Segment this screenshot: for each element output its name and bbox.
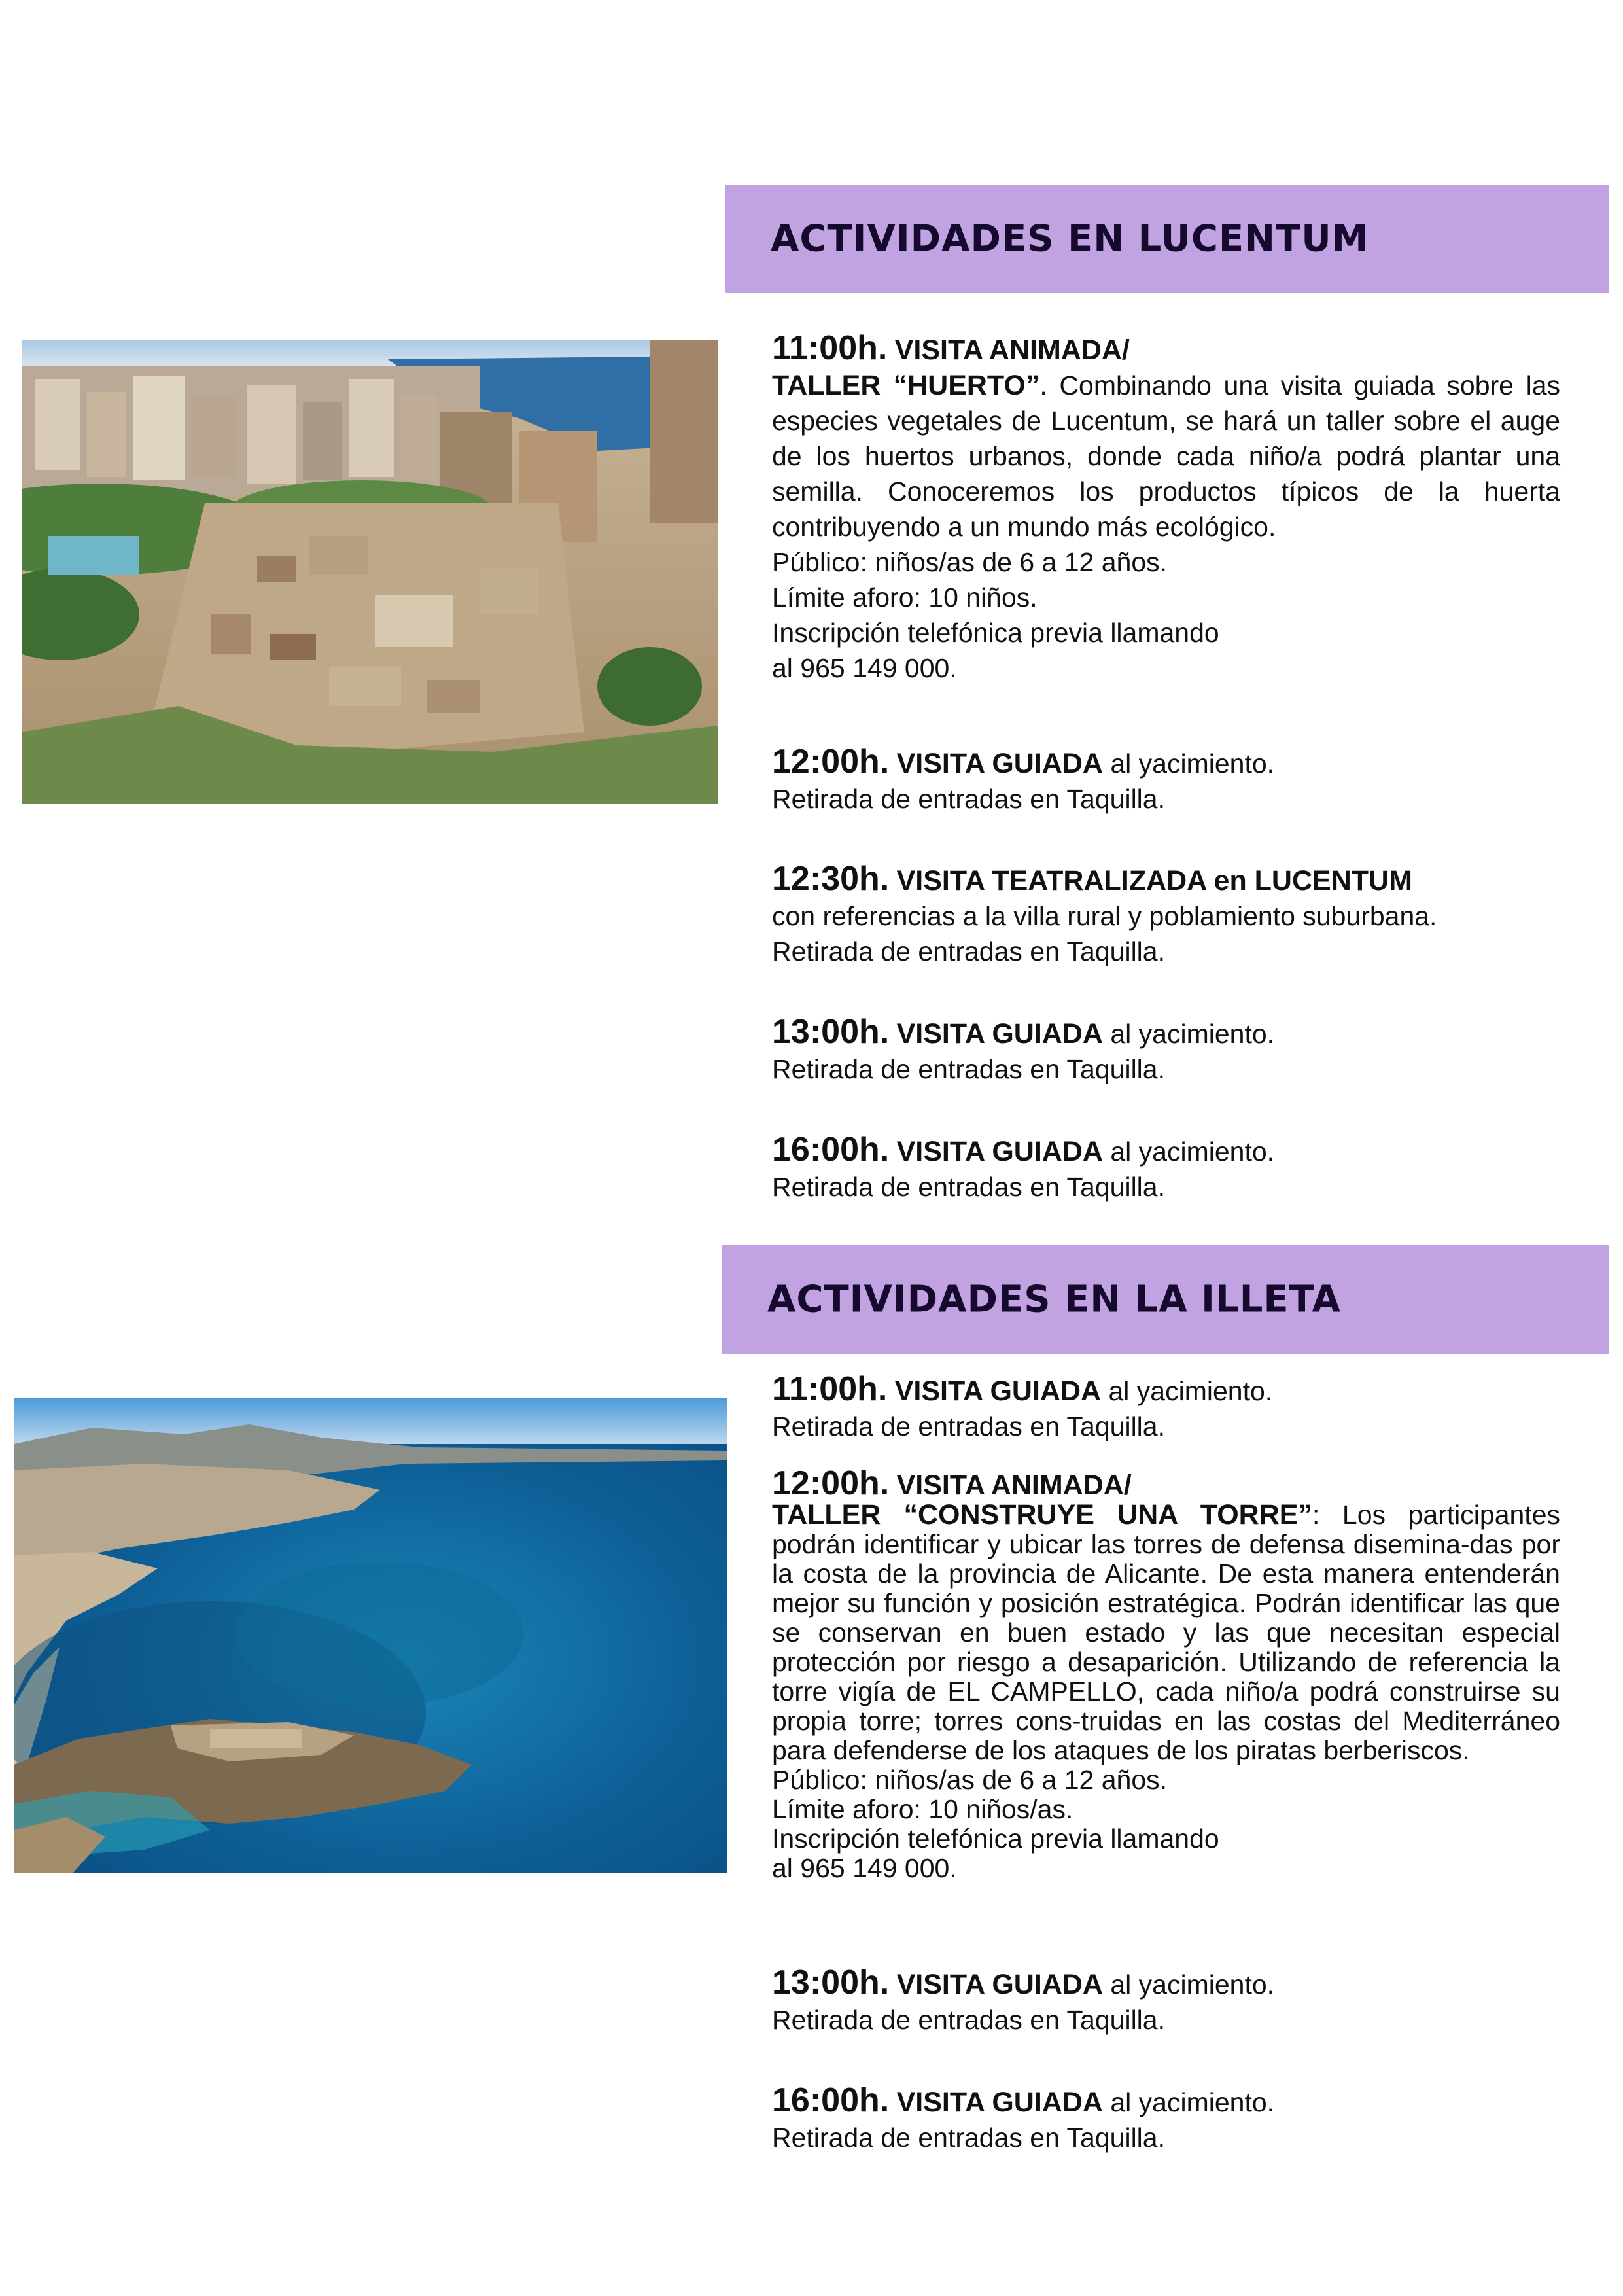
entry-rest: al yacimiento. (1102, 749, 1275, 779)
entry-activity-2: TALLER “CONSTRUYE UNA TORRE” (772, 1499, 1312, 1530)
section-title: ACTIVIDADES EN LUCENTUM (771, 217, 1369, 260)
photo-lucentum-illustration (22, 340, 718, 804)
photo-illeta-illustration (14, 1398, 727, 1873)
schedule-entry (772, 1014, 1560, 1087)
entry-note: Retirada de entradas en Taquilla. (772, 936, 1165, 966)
entry-time: 16:00h. (772, 1131, 890, 1169)
entry-activity: VISITA GUIADA (896, 748, 1103, 779)
entry-time: 12:00h. (772, 743, 890, 781)
entry-activity: VISITA ANIMADA/ (896, 1470, 1132, 1501)
entry-activity: VISITA ANIMADA/ (894, 334, 1130, 366)
entry-activity: VISITA GUIADA (896, 2087, 1103, 2118)
schedule-entry (772, 330, 1560, 686)
schedule-entry (772, 744, 1560, 817)
entry-time: 12:30h. (772, 860, 890, 898)
entry-note: Retirada de entradas en Taquilla. (772, 1172, 1165, 1202)
entry-activity: VISITA GUIADA (894, 1375, 1102, 1407)
entry-activity: VISITA GUIADA (896, 1969, 1103, 2000)
schedule-entry (772, 1371, 1560, 1444)
schedule-entry (772, 1464, 1560, 1883)
entry-note: Retirada de entradas en Taquilla. (772, 784, 1165, 814)
entry-note: Retirada de entradas en Taquilla. (772, 2005, 1165, 2035)
entry-rest: al yacimiento. (1101, 1376, 1273, 1406)
schedule-entry (772, 861, 1560, 969)
entry-time: 12:00h. (772, 1464, 890, 1502)
entry-note: Retirada de entradas en Taquilla. (772, 2123, 1165, 2153)
schedule-entry (772, 1132, 1560, 1205)
section-header-lucentum (725, 185, 1609, 293)
entry-line2: con referencias a la villa rural y poblamiento suburbana. (772, 901, 1437, 931)
entry-time: 13:00h. (772, 1013, 890, 1051)
entry-rest: al yacimiento. (1102, 1969, 1275, 2000)
schedule-entry (772, 1965, 1560, 2038)
entry-signup: Inscripción telefónica previa llamando (772, 1824, 1219, 1854)
entry-public: Público: niños/as de 6 a 12 años. (772, 547, 1168, 577)
entry-time: 13:00h. (772, 1964, 890, 2002)
entry-activity-2: TALLER “HUERTO” (772, 370, 1040, 401)
entry-time: 11:00h. (772, 329, 888, 367)
entry-description: . Combinando una visita guiada sobre las especies vegetales de Lucentum, se hará un taller sobre el auge de los huertos urbanos, donde cada niño/a podrá plantar una semilla. Conoceremos los productos típicos de la huerta contribuyendo a un mundo más ecológico. (772, 370, 1560, 542)
entry-rest: al yacimiento. (1102, 1137, 1275, 1167)
section-header-illeta (722, 1245, 1609, 1354)
aerial-photo-la-illeta (14, 1398, 727, 1873)
entry-public: Público: niños/as de 6 a 12 años. (772, 1765, 1168, 1795)
aerial-photo-lucentum (22, 340, 718, 804)
entry-signup: Inscripción telefónica previa llamando (772, 618, 1219, 648)
entry-activity: VISITA TEATRALIZADA en LUCENTUM (896, 865, 1412, 896)
section-title: ACTIVIDADES EN LA ILLETA (767, 1278, 1341, 1321)
entry-phone: al 965 149 000. (772, 1853, 957, 1883)
entry-rest: al yacimiento. (1102, 1019, 1275, 1049)
schedule-entry (772, 2083, 1560, 2155)
entry-time: 11:00h. (772, 1370, 888, 1408)
entry-rest: al yacimiento. (1102, 2087, 1275, 2117)
entry-activity: VISITA GUIADA (896, 1018, 1103, 1050)
entry-limit: Límite aforo: 10 niños. (772, 582, 1038, 612)
entry-time: 16:00h. (772, 2081, 890, 2119)
entry-note: Retirada de entradas en Taquilla. (772, 1411, 1165, 1441)
entry-note: Retirada de entradas en Taquilla. (772, 1054, 1165, 1084)
entry-description: : Los participantes podrán identificar y ubicar las torres de defensa disemina-das por la costa de la provincia de Alicante. De esta manera entenderán mejor su función y posición estratégica. Podrán identificar las que se conservan en buen estado y las que necesitan especial protección por riesgo a desaparición. Utilizando de referencia la torre vigía de EL CAMPELLO, cada niño/a podrá construirse su propia torre; torres cons-truidas en las costas del Mediterráneo para defenderse de los ataques de los piratas berberiscos. (772, 1500, 1560, 1765)
entry-limit: Límite aforo: 10 niños/as. (772, 1794, 1073, 1824)
entry-activity: VISITA GUIADA (896, 1136, 1103, 1167)
entry-phone: al 965 149 000. (772, 653, 957, 683)
